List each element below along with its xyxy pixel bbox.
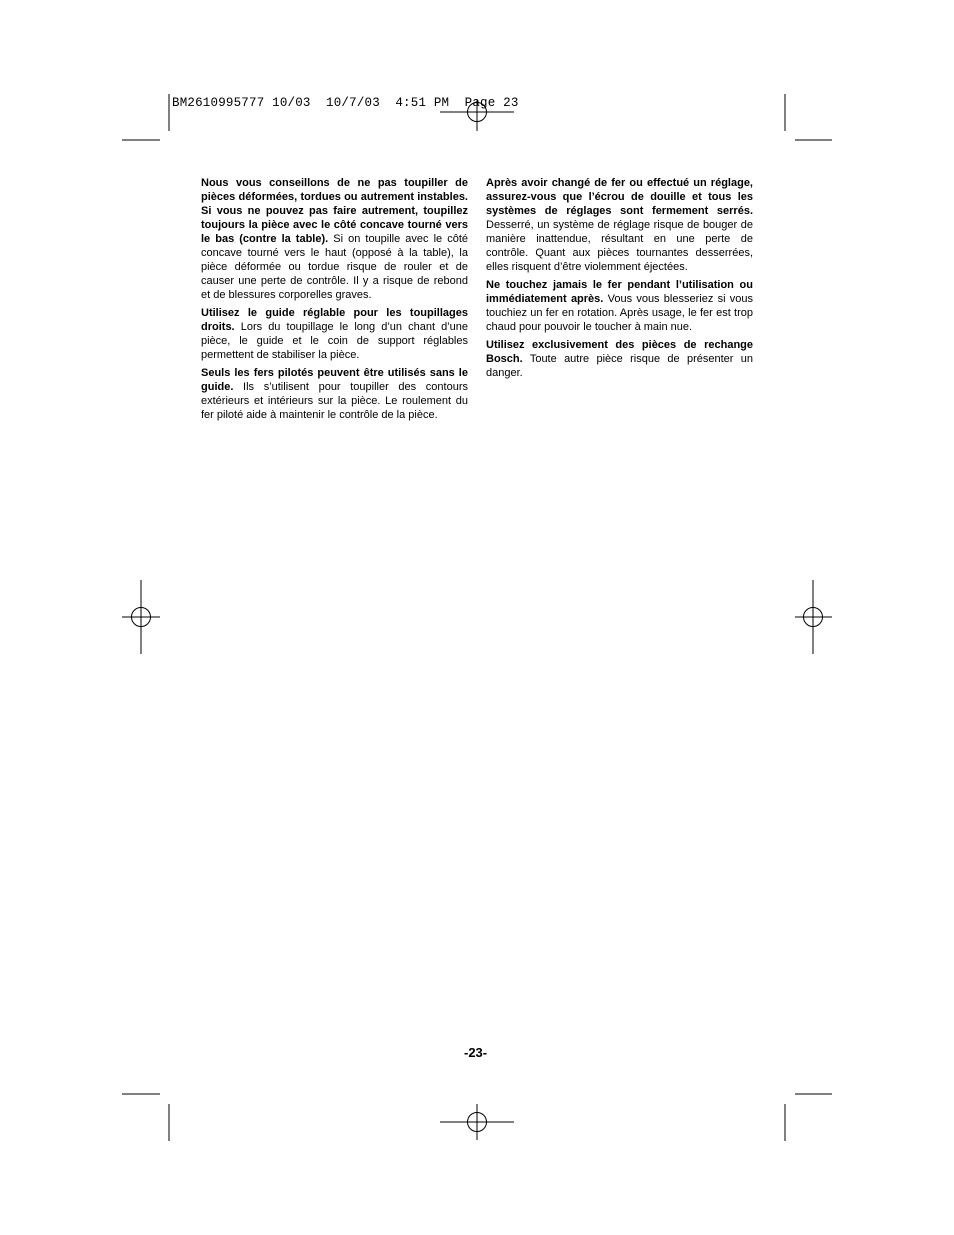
page-number: -23-	[464, 1045, 488, 1060]
paragraph-piloted-bits: Seuls les fers pilotés peuvent être utilisés sans le guide. Ils s’utilisent pour toupiller des contours extérieurs et intérieurs sur la pièce. Le roulement du fer piloté aide à maintenir le contrôle de la pièce.	[201, 367, 468, 421]
paragraph-adjustable-guide: Utilisez le guide réglable pour les toupillages droits. Lors du toupillage le long d’un chant d’une pièce, le guide et le coin de support réglables permettent de stabiliser la pièce.	[201, 307, 468, 361]
registration-mark-right-middle	[795, 580, 832, 654]
paragraph-collet-nut: Après avoir changé de fer ou effectué un réglage, assurez-vous que l’écrou de douille et tous les systèmes de réglages sont fermement serrés. Desserré, un système de réglage risque de bouger de manière inattendue, résultant en une perte de contrôle. Quant aux pièces tournantes desserrées, elles risquent d’être violemment éjectées.	[486, 177, 753, 273]
registration-mark-bottom-center	[440, 1104, 514, 1140]
print-slug: BM2610995777 10/03 10/7/03 4:51 PM Page 23	[172, 96, 519, 110]
registration-mark-left-middle	[122, 580, 160, 654]
registration-mark-top-center	[440, 100, 514, 131]
paragraph-bosch-parts: Utilisez exclusivement des pièces de rechange Bosch. Toute autre pièce risque de présenter un danger.	[486, 339, 753, 379]
paragraph-warped-workpieces: Nous vous conseillons de ne pas toupiller de pièces déformées, tordues ou autrement instables. Si vous ne pouvez pas faire autrement, toupillez toujours la pièce avec le côté concave tourné vers le bas (contre la table). Si on toupille avec le côté concave tourné vers le haut (opposé à la table), la pièce déformée ou tordue risque de rouler et de causer une perte de contrôle. Il y a risque de rebond et de blessures corporelles graves.	[201, 177, 468, 301]
paragraph-hot-bit: Ne touchez jamais le fer pendant l’utilisation ou immédiatement après. Vous vous blesseriez si vous touchiez un fer en rotation. Après usage, le fer est trop chaud pour pouvoir le toucher à main nue.	[486, 279, 754, 333]
